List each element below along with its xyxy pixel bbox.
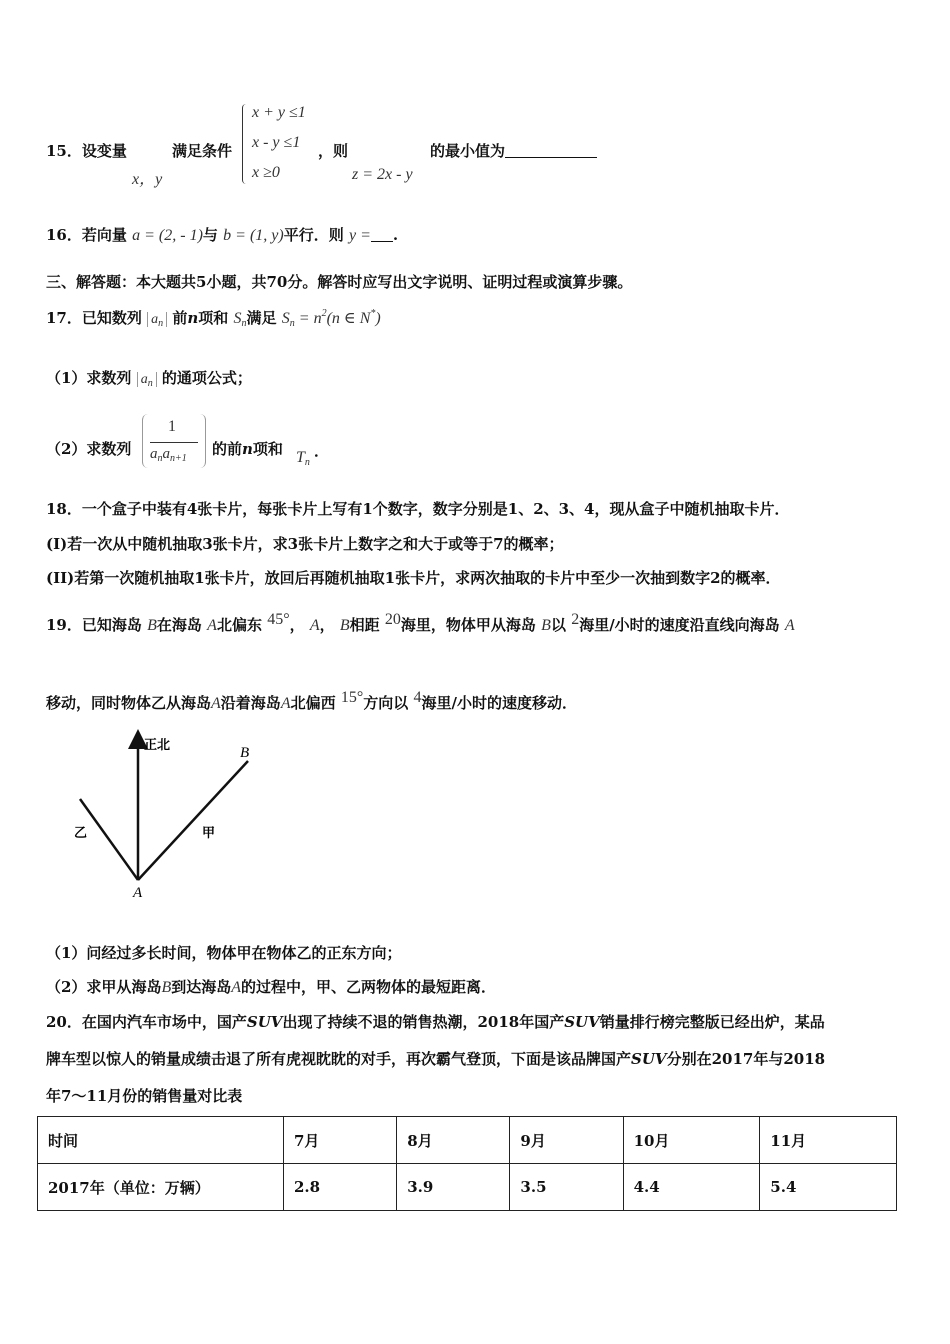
figure-label-yi: 乙 [74, 826, 88, 841]
table-header-cell: 11月 [760, 1117, 897, 1164]
q18-line-1: 18．一个盒子中装有4张卡片，每张卡片上写有1个数字，数字分别是1、2、3、4，现从盒子中随机抽取卡片． [46, 500, 790, 518]
q19-island-A: A [207, 617, 217, 634]
q17-part-1-an: $a_n$ [137, 372, 157, 387]
q19-figure [40, 725, 270, 905]
q17-line [46, 307, 381, 329]
q18-part-1: (I)若一次从中随机抽取3张卡片，求3张卡片上数字之和大于或等于7的概率； [46, 535, 564, 553]
q15-text-2: 满足条件 [172, 142, 233, 160]
table-header-cell: 时间 [38, 1117, 284, 1164]
q17-text-2: 前 [172, 309, 188, 327]
q15-line [46, 140, 127, 161]
north-label: 正北 [144, 738, 171, 753]
table-header-cell: 7月 [284, 1117, 397, 1164]
table-cell: 3.9 [397, 1164, 510, 1211]
figure-label-jia: 甲 [202, 826, 216, 841]
q15-vars: x，y [132, 171, 163, 188]
q16-end: . [392, 226, 399, 244]
q17-part-2-denominator: $a_na_{n+1}$ [150, 446, 187, 464]
q17-part-2-fraction-bar [150, 442, 198, 443]
q17-part-2-T: $T_n$ [296, 449, 310, 468]
q19-angle-45: 45° [267, 611, 290, 628]
table-cell: 5.4 [760, 1164, 897, 1211]
q19-distance: 20 [384, 611, 401, 628]
q16-number: 16． [46, 226, 82, 244]
sales-table [37, 1116, 897, 1211]
q16-line [46, 224, 398, 245]
q17-part-1 [46, 367, 252, 389]
q15-answer-blank [505, 143, 597, 158]
q17-part-2-text: 的前n项和 [212, 440, 283, 458]
table-header-cell: 8月 [397, 1117, 510, 1164]
table-cell: 2.8 [284, 1164, 397, 1211]
q17-part-1-text: 的通项公式； [161, 369, 252, 387]
q20-line-3: 年7～11月份的销售量对比表 [46, 1087, 243, 1105]
q15-cond-3: x ≥0 [252, 164, 280, 181]
q17-part-2-label: （2）求数列 [46, 440, 132, 458]
q17-text-1: 已知数列 [81, 309, 142, 327]
q19-line-1: 19．已知海岛 B在海岛 A北偏东 45°， A， B相距 20海里，物体甲从海岛 B以 2海里/小时的速度沿直线向海岛 A [46, 611, 795, 634]
q19-island-B: B [147, 617, 157, 634]
q16-text-2: 与 [202, 226, 218, 244]
q16-text-3: 平行．则 [283, 226, 344, 244]
yi-path-line [80, 799, 138, 880]
q17-part-2-numerator: 1 [168, 418, 176, 435]
q16-y: y = [348, 227, 371, 244]
q15-text-3: ，则 [318, 142, 349, 160]
q19-part-1: （1）问经过多长时间，物体甲在物体乙的正东方向； [46, 944, 402, 962]
table-row-header [38, 1117, 897, 1164]
table-cell: 3.5 [510, 1164, 623, 1211]
figure-point-B: B [240, 745, 250, 761]
q17-sequence-an: $a_n$ [147, 312, 167, 327]
q19-part-2: （2）求甲从海岛B到达海岛A的过程中，甲、乙两物体的最短距离． [46, 978, 497, 996]
table-row [38, 1164, 897, 1211]
table-cell: 4.4 [623, 1164, 760, 1211]
q17-equation: $S_n = n^2(n$ ∈ N*) [281, 308, 381, 329]
table-cell: 2017年（单位：万辆） [38, 1164, 284, 1211]
q17-n: n [187, 309, 199, 327]
q20-line-1: 20．在国内汽车市场中，国产SUV出现了持续不退的销售热潮，2018年国产SUV销量排行榜完整版已经出炉，某品 [46, 1013, 825, 1031]
q16-text-1: 若向量 [81, 226, 127, 244]
q19-speed-yi: 4 [413, 689, 422, 706]
q15-cond-2: x - y ≤1 [252, 134, 301, 151]
section-3-heading: 三、解答题：本大题共5小题，共70分。解答时应写出文字说明、证明过程或演算步骤。 [46, 273, 633, 291]
q15-text-4 [430, 140, 597, 161]
table-header-cell: 9月 [510, 1117, 623, 1164]
q17-number: 17． [46, 309, 82, 327]
q17-text-3: 项和 [198, 309, 229, 327]
q19-angle-15: 15° [340, 689, 364, 706]
q17-part-2-end: ． [314, 442, 330, 460]
q15-number: 15． [46, 142, 82, 160]
figure-point-A: A [133, 885, 143, 901]
q15-text-4-label: 的最小值为 [430, 142, 506, 160]
q15-objective: z = 2x - y [352, 166, 413, 183]
q16-vector-b: b = (1, y) [223, 227, 284, 244]
q17-text-4: 满足 [246, 309, 277, 327]
q20-line-2: 牌车型以惊人的销量成绩击退了所有虎视眈眈的对手，再次霸气登顶，下面是该品牌国产SUV分别在2017年与2018 [46, 1050, 826, 1068]
q19-line-2: 移动，同时物体乙从海岛A沿着海岛A北偏西 15°方向以 4海里/小时的速度移动． [46, 689, 577, 712]
jia-path-line [138, 761, 248, 880]
q15-cond-1: x + y ≤1 [252, 104, 306, 121]
q15-brace [242, 104, 249, 184]
q19-speed-jia: 2 [571, 611, 580, 628]
table-header-cell: 10月 [623, 1117, 760, 1164]
q18-part-2: (II)若第一次随机抽取1张卡片，放回后再随机抽取1张卡片，求两次抽取的卡片中至少一次抽到数字2的概率． [46, 569, 781, 587]
q17-part-1-label: （1）求数列 [46, 369, 132, 387]
q17-sn: $S_n$ [233, 310, 247, 329]
q16-vector-a: a = (2, - 1) [132, 227, 203, 244]
q16-answer-blank [371, 227, 393, 242]
q15-text-1: 设变量 [81, 142, 127, 160]
